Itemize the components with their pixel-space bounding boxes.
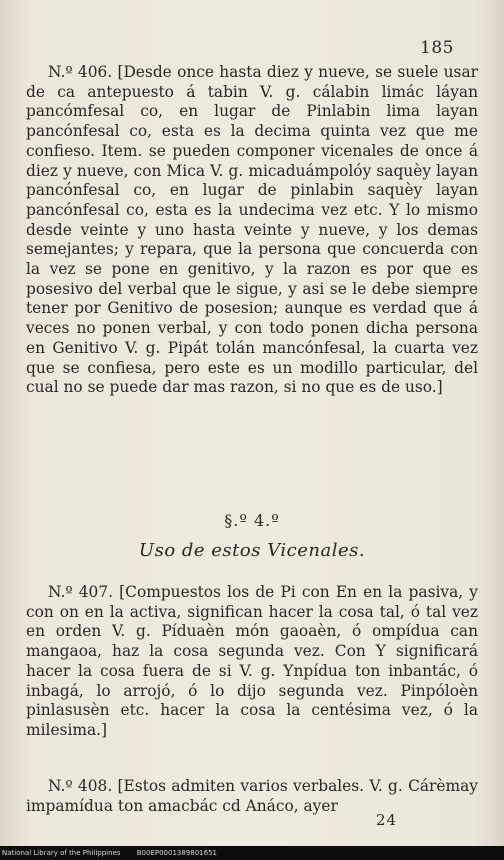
- paragraph-408: [26, 777, 478, 816]
- paragraph-407: [26, 583, 478, 741]
- paragraph-408-text: N.º 408. [Estos admiten varios verbales. V. g. Cárèmay impamídua ton amacbác cd Anáco, ayer: [26, 777, 478, 815]
- page-number: 185: [420, 38, 454, 58]
- section-mark: §.º 4.º: [224, 511, 280, 530]
- paragraph-406-text: N.º 406. [Desde once hasta diez y nueve, se suele usar de ca antepuesto á tabin V. g. cálabin limác láyan pancómfesal co, en lugar de Pinlabin lima layan pancónfesal co, esta es la decima quinta vez que me confieso. Item. se pueden componer vicenales de once á diez y nueve, con Mica V. g. micaduámpolóy saquèy layan pancónfesal co, en lugar de pinlabin saquèy layan pancónfesal co, esta es la undecima vez etc. Y lo mismo desde veinte y uno hasta veinte y nueve, y los demas semejantes; y repara, que la persona que concuerda con la vez se pone en genitivo, y la razon es por que es posesivo del verbal que le sigue, y asi se le debe siempre tener por Genitivo de posesion; aunque es verdad que á veces no ponen verbal, y con todo ponen dicha persona en Genitivo V. g. Pipát tolán mancónfesal, la cuarta vez que se confiesa, pero este es un modillo particular, del cual no se puede dar mas razon, si no que es de uso.]: [26, 63, 478, 397]
- section-title: Uso de estos Vicenales.: [138, 540, 366, 561]
- signature-mark: 24: [376, 811, 398, 829]
- paragraph-407-text: N.º 407. [Compuestos los de Pi con En en la pasiva, y con on en la activa, significan hacer la cosa tal, ó tal vez en orden V. g. Píduaèn món gaoaèn, ó ompídua can mangaoa, haz la cosa segunda vez. Con Y significará hacer la cosa fuera de si V. g. Ynpídua ton inbantác, ó inbagá, lo arrojó, ó lo dijo segunda vez. Pinpóloèn pinlasusèn etc. hacer la cosa la centésima vez, ó la milesima.]: [26, 583, 478, 739]
- footer-library: National Library of the Philippines: [2, 849, 121, 857]
- scan-footer: [0, 846, 504, 860]
- paragraph-406: [26, 63, 478, 398]
- footer-code: B00EP0001389801651: [136, 849, 217, 857]
